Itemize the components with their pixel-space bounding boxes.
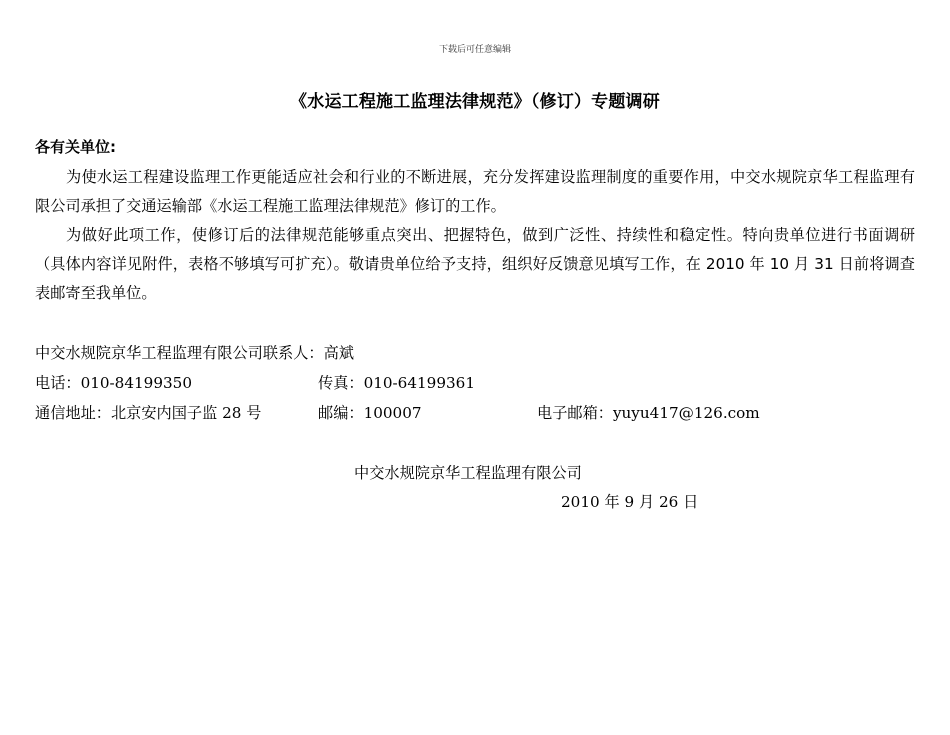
fax-number: 传真：010-64199361 (318, 374, 475, 392)
editable-note: 下载后可任意编辑 (438, 45, 511, 55)
salutation: 各有关单位: (35, 138, 116, 156)
signature-organization: 中交水规院京华工程监理有限公司 (354, 464, 582, 482)
signature-date: 2010 年 9 月 26 日 (561, 493, 699, 511)
contact-person: 中交水规院京华工程监理有限公司联系人：高斌 (35, 344, 354, 362)
body-paragraph-2: 为做好此项工作，使修订后的法律规范能够重点突出、把握特色，做到广泛性、持续性和稳定性。特向贵单位进行书面调研（具体内容详见附件，表格不够填写可扩充）。敬请贵单位给予支持，组织好反馈意见填写工作，在 2010 年 10 月 31 日前将调查表邮寄至我单位。 (35, 226, 915, 302)
document-title: 《水运工程施工监理法律规范》（修订）专题调研 (290, 92, 660, 112)
email-address: 电子邮箱：yuyu417@126.com (537, 404, 760, 422)
phone-number: 电话：010-84199350 (35, 374, 192, 392)
body-paragraph-1: 为使水运工程建设监理工作更能适应社会和行业的不断进展，充分发挥建设监理制度的重要作用，中交水规院京华工程监理有限公司承担了交通运输部《水运工程施工监理法律规范》修订的工作。 (35, 168, 915, 215)
postal-code: 邮编：100007 (318, 404, 422, 422)
mailing-address: 通信地址：北京安内国子监 28 号 (35, 404, 262, 422)
